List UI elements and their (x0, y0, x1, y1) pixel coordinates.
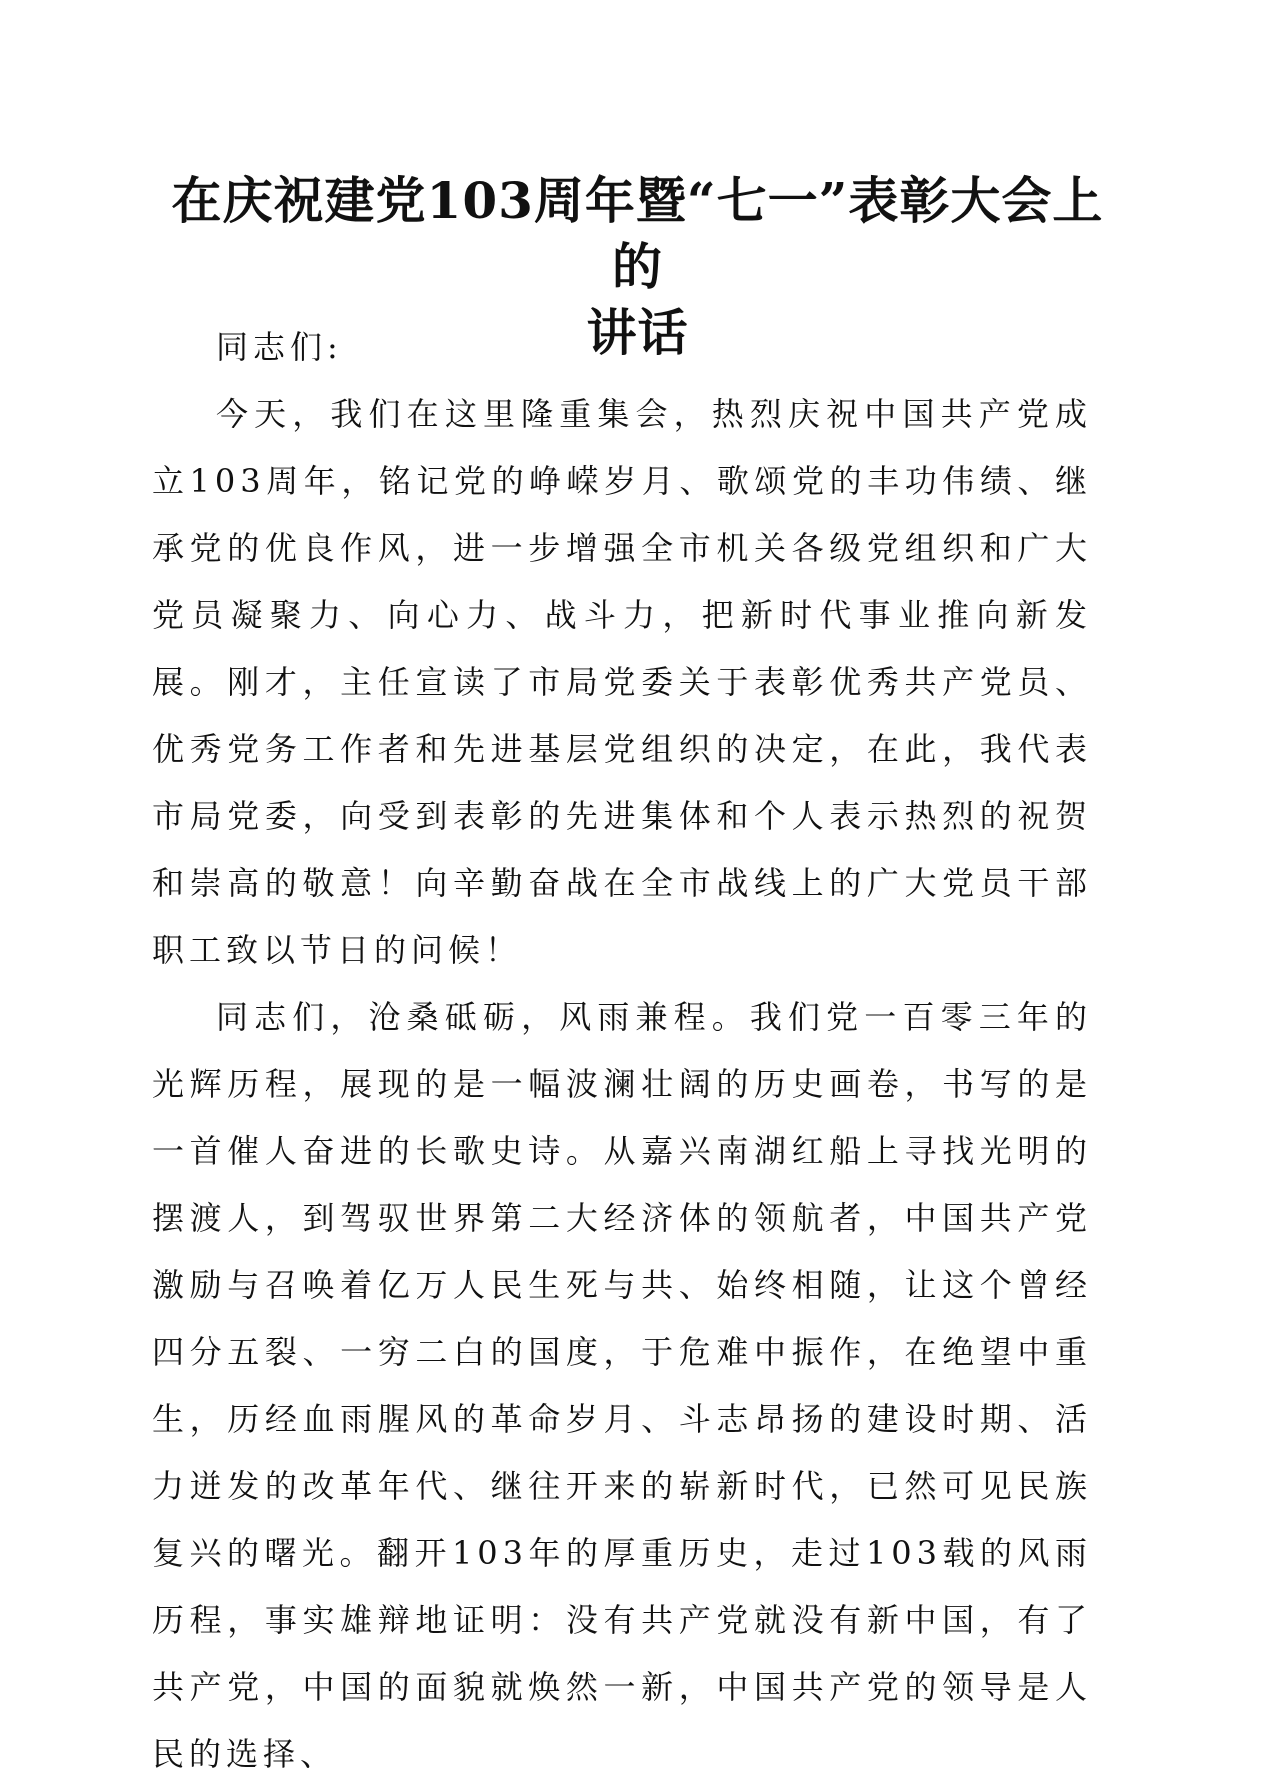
salutation: 同志们: (216, 328, 343, 366)
paragraph-2: 同志们，沧桑砥砺，风雨兼程。我们党一百零三年的光辉历程，展现的是一幅波澜壮阔的历史画卷，书写的是一首催人奋进的长歌史诗。从嘉兴南湖红船上寻找光明的摆渡人，到驾驭世界第二大经济体的领航者，中国共产党激励与召唤着亿万人民生死与共、始终相随，让这个曾经四分五裂、一穷二白的国度，于危难中振作，在绝望中重生，历经血雨腥风的革命岁月、斗志昂扬的建设时期、活力迸发的改革年代、继往开来的崭新时代，已然可见民族复兴的曙光。翻开103年的厚重历史，走过103载的风雨历程，事实雄辩地证明：没有共产党就没有新中国，有了共产党，中国的面貌就焕然一新，中国共产党的领导是人民的选择、 (152, 998, 1092, 1773)
title-line-2: 讲话 (586, 303, 689, 362)
paragraph-1: 今天，我们在这里隆重集会，热烈庆祝中国共产党成立103周年，铭记党的峥嵘岁月、歌颂党的丰功伟绩、继承党的优良作风，进一步增强全市机关各级党组织和广大党员凝聚力、向心力、战斗力，把新时代事业推向新发展。刚才，主任宣读了市局党委关于表彰优秀共产党员、优秀党务工作者和先进基层党组织的决定，在此，我代表市局党委，向受到表彰的先进集体和个人表示热烈的祝贺和崇高的敬意！向辛勤奋战在全市战线上的广大党员干部职工致以节日的问候！ (152, 395, 1092, 969)
title-line-1: 在庆祝建党103周年暨“七一”表彰大会上的 (171, 171, 1104, 296)
document-body (152, 314, 1092, 1788)
